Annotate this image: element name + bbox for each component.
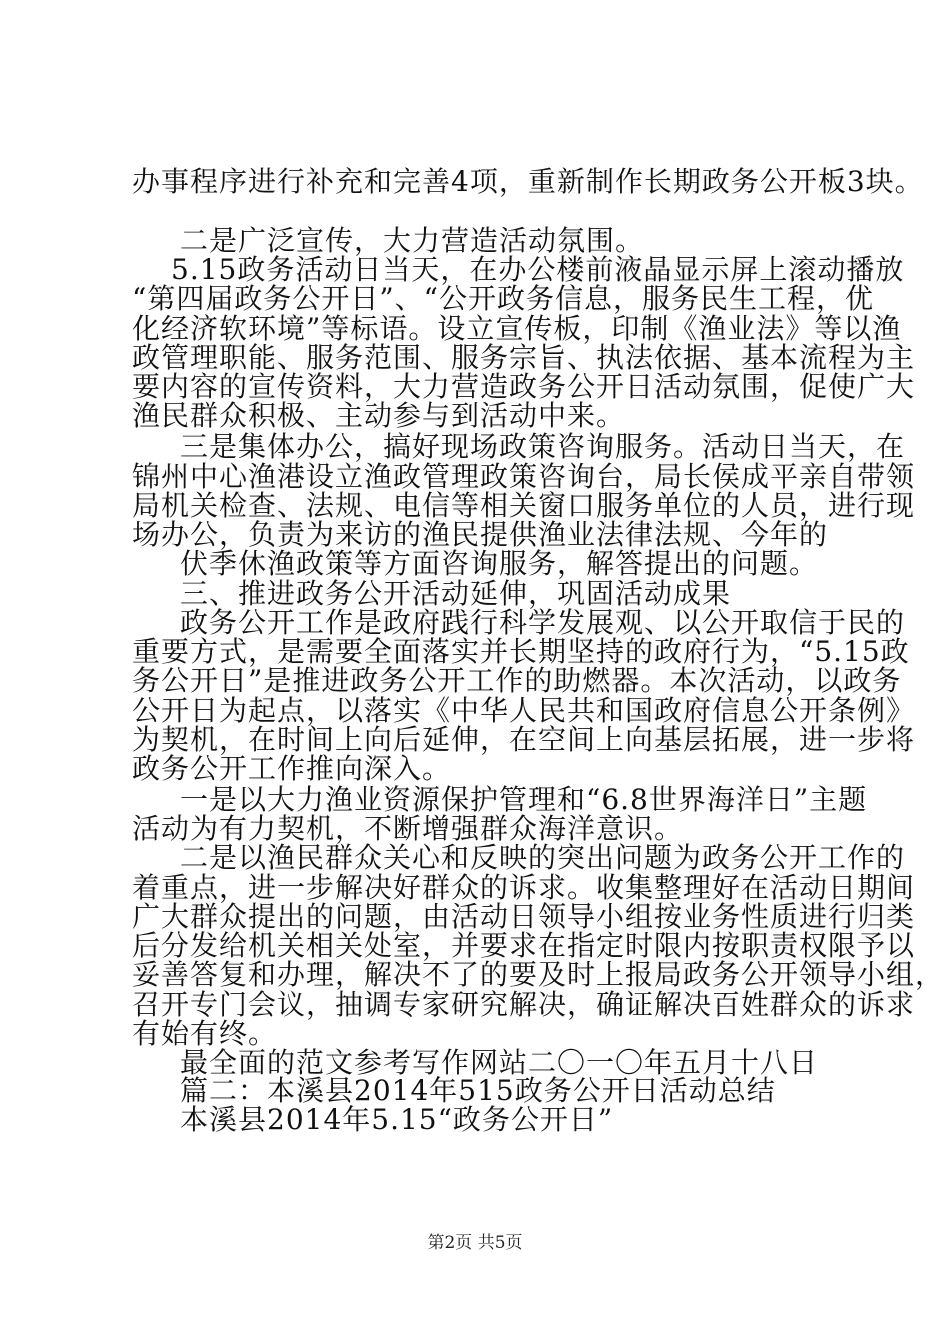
text-line: 公开日为起点，以落实《中华人民共和国政府信息公开条例》: [132, 693, 916, 727]
text-line: 政务公开工作是政府践行科学发展观、以公开取信于民的: [180, 605, 906, 639]
text-line: 化经济软环境”等标语。设立宣传板，印制《渔业法》等以渔: [132, 311, 902, 345]
text-line: 渔民群众积极、主动参与到活动中来。: [132, 399, 626, 433]
text-line: 为契机，在时间上向后延伸，在空间上向基层拓展，进一步将: [132, 722, 916, 756]
text-line: 场办公，负责为来访的渔民提供渔业法律法规、今年的: [132, 518, 829, 552]
text-line: 政务公开工作推向深入。: [132, 752, 452, 785]
text-line: 一是以大力渔业资源保护管理和“6.8世界海洋日”主题: [180, 782, 868, 816]
text-line: 务公开日”是推进政务公开工作的助燃器。本次活动，以政务: [132, 664, 902, 698]
text-line: 锦州中心渔港设立渔政管理政策咨询台，局长侯成平亲自带领: [132, 459, 916, 493]
text-line: 重要方式，是需要全面落实并长期坚持的政府行为，“5.15政: [132, 635, 910, 669]
text-line: 二是广泛宣传，大力营造活动氛围。: [180, 223, 645, 257]
text-line: 5.15政务活动日当天，在办公楼前液晶显示屏上滚动播放: [171, 253, 905, 287]
text-line: 妥善答复和办理，解决不了的要及时上报局政务公开领导小组，: [132, 958, 945, 992]
text-line: 二是以渔民群众关心和反映的突出问题为政务公开工作的: [180, 841, 906, 875]
text-line: 着重点，进一步解决好群众的诉求。收集整理好在活动日期间: [132, 870, 916, 904]
text-line: 局机关检查、法规、电信等相关窗口服务单位的人员，进行现: [132, 488, 916, 522]
text-line: 后分发给机关相关处室，并要求在指定时限内按职责权限予以: [132, 929, 916, 963]
text-line: 活动为有力契机，不断增强群众海洋意识。: [132, 812, 684, 846]
page-number: 第2页 共5页: [427, 1233, 523, 1253]
text-line: 三是集体办公，搞好现场政策咨询服务。活动日当天，在: [180, 430, 906, 464]
text-line: 办事程序进行补充和完善4项，重新制作长期政务公开板3块。: [132, 165, 924, 199]
text-line: 有始有终。: [132, 1016, 278, 1050]
text-line: 要内容的宣传资料，大力营造政务公开日活动氛围，促使广大: [132, 370, 916, 404]
text-line: “第四届政务公开日”、“公开政务信息，服务民生工程，优: [132, 282, 874, 316]
text-line: 篇二：本溪县2014年515政务公开日活动总结: [180, 1073, 776, 1107]
text-line: 本溪县2014年5.15“政务公开日”: [180, 1102, 614, 1136]
text-line: 召开专门会议，抽调专家研究解决，确证解决百姓群众的诉求: [132, 987, 916, 1021]
text-line: 政管理职能、服务范围、服务宗旨、执法依据、基本流程为主: [132, 340, 916, 374]
section-heading: 三、推进政务公开活动延伸，巩固活动成果: [180, 576, 732, 610]
text-line: 伏季休渔政策等方面咨询服务，解答提出的问题。: [180, 547, 819, 581]
text-line: 广大群众提出的问题，由活动日领导小组按业务性质进行归类: [132, 899, 916, 933]
text-line: 最全面的范文参考写作网站二〇一〇年五月十八日: [180, 1046, 819, 1080]
